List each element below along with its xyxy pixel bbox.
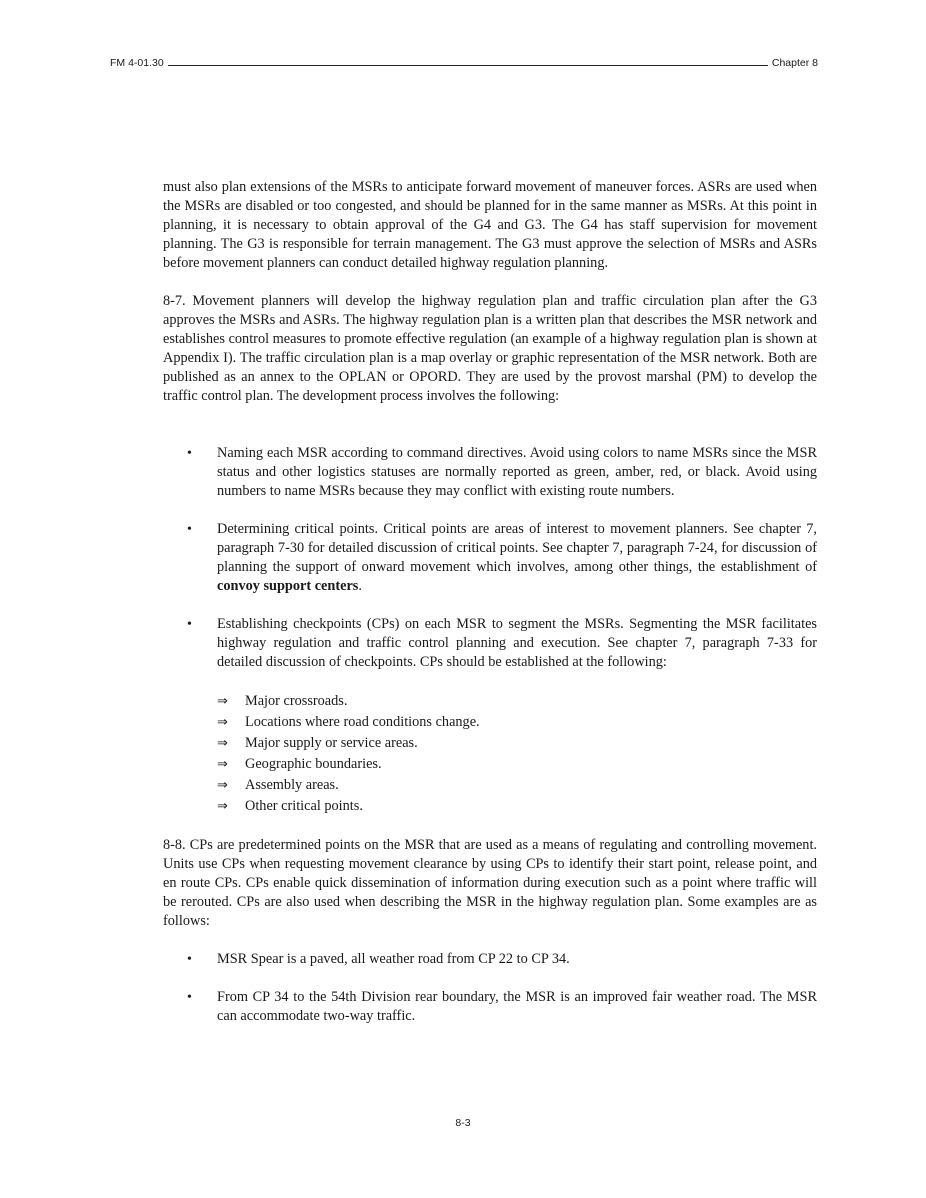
arrow-icon: ⇒ [217,799,228,814]
list-item [163,615,817,672]
arrow-icon: ⇒ [217,757,228,772]
list-item: ⇒ Locations where road conditions change. [217,714,480,730]
page-number: 8-3 [455,1117,471,1129]
arrow-icon: ⇒ [217,736,228,751]
arrow-icon: ⇒ [217,715,228,730]
list-item [163,950,817,969]
bullet-icon: • [187,522,192,537]
checkpoint-location-list [163,691,817,817]
list-item [163,520,817,596]
list-item: ⇒ Major crossroads. [217,693,348,709]
list-item: ⇒ Other critical points. [217,798,363,814]
list-item [163,988,817,1026]
list-item: ⇒ Major supply or service areas. [217,735,418,751]
bullet-text-checkpoints: Establishing checkpoints (CPs) on each MSR to segment the MSRs. Segmenting the MSR facilitates highway regulation and traffic control planning and execution. See chapter 7, paragraph 7-33 for detailed discussion of checkpoints. CPs should be established at the following: [217,616,817,670]
page-body [163,178,817,1026]
list-item [163,444,817,501]
paragraph-continuation: must also plan extensions of the MSRs to anticipate forward movement of maneuver forces. ASRs are used when the MSRs are disabled or too congested, and should be planned for in the same manner as MSRs. At this point in planning, it is necessary to obtain approval of the G4 and G3. The G4 has staff supervision for movement planning. The G3 is responsible for terrain management. The G3 must approve the selection of MSRs and ASRs before movement planners can conduct detailed highway regulation planning. [163,179,817,271]
bullet-icon: • [187,990,192,1005]
example-text-2: From CP 34 to the 54th Division rear boundary, the MSR is an improved fair weather road. The MSR can accommodate two-way traffic. [217,989,817,1024]
bullet-icon: • [187,446,192,461]
list-item: ⇒ Assembly areas. [217,777,339,793]
bullet-text-critical-points: Determining critical points. Critical points are areas of interest to movement planners. See chapter 7, paragraph 7-30 for detailed discussion of critical points. See chapter 7, paragraph 7-24, for discussion of planning the support of onward movement which involves, among other things, the establishment of convoy support centers. [217,521,817,594]
list-item: ⇒ Geographic boundaries. [217,756,382,772]
page-header [110,53,818,69]
paragraph-8-8: 8-8. CPs are predetermined points on the MSR that are used as a means of regulating and controlling movement. Units use CPs when requesting movement clearance by using CPs to identify their start point, release point, and en route CPs. CPs enable quick dissemination of information during execution such as a point where traffic will be rerouted. CPs are also used when describing the MSR in the highway regulation plan. Some examples are as follows: [163,837,817,929]
bold-term: convoy support centers [217,578,359,594]
header-rule [168,65,768,66]
bullet-icon: • [187,617,192,632]
paragraph-8-7: 8-7. Movement planners will develop the highway regulation plan and traffic circulation plan after the G3 approves the MSRs and ASRs. The highway regulation plan is a written plan that describes the MSR network and establishes control measures to promote effective regulation (an example of a highway regulation plan is shown at Appendix I). The traffic circulation plan is a map overlay or graphic representation of the MSR network. Both are published as an annex to the OPLAN or OPORD. They are used by the provost marshal (PM) to develop the traffic control plan. The development process involves the following: [163,293,817,404]
arrow-icon: ⇒ [217,694,228,709]
bullet-text-naming: Naming each MSR according to command directives. Avoid using colors to name MSRs since the MSR status and other logistics statuses are normally reported as green, amber, red, or black. Avoid using numbers to name MSRs because they may conflict with existing route numbers. [217,445,817,499]
example-text-1: MSR Spear is a paved, all weather road from CP 22 to CP 34. [217,951,570,967]
header-manual-id: FM 4-01.30 [110,57,164,69]
header-chapter: Chapter 8 [771,57,818,69]
bullet-icon: • [187,952,192,967]
arrow-icon: ⇒ [217,778,228,793]
